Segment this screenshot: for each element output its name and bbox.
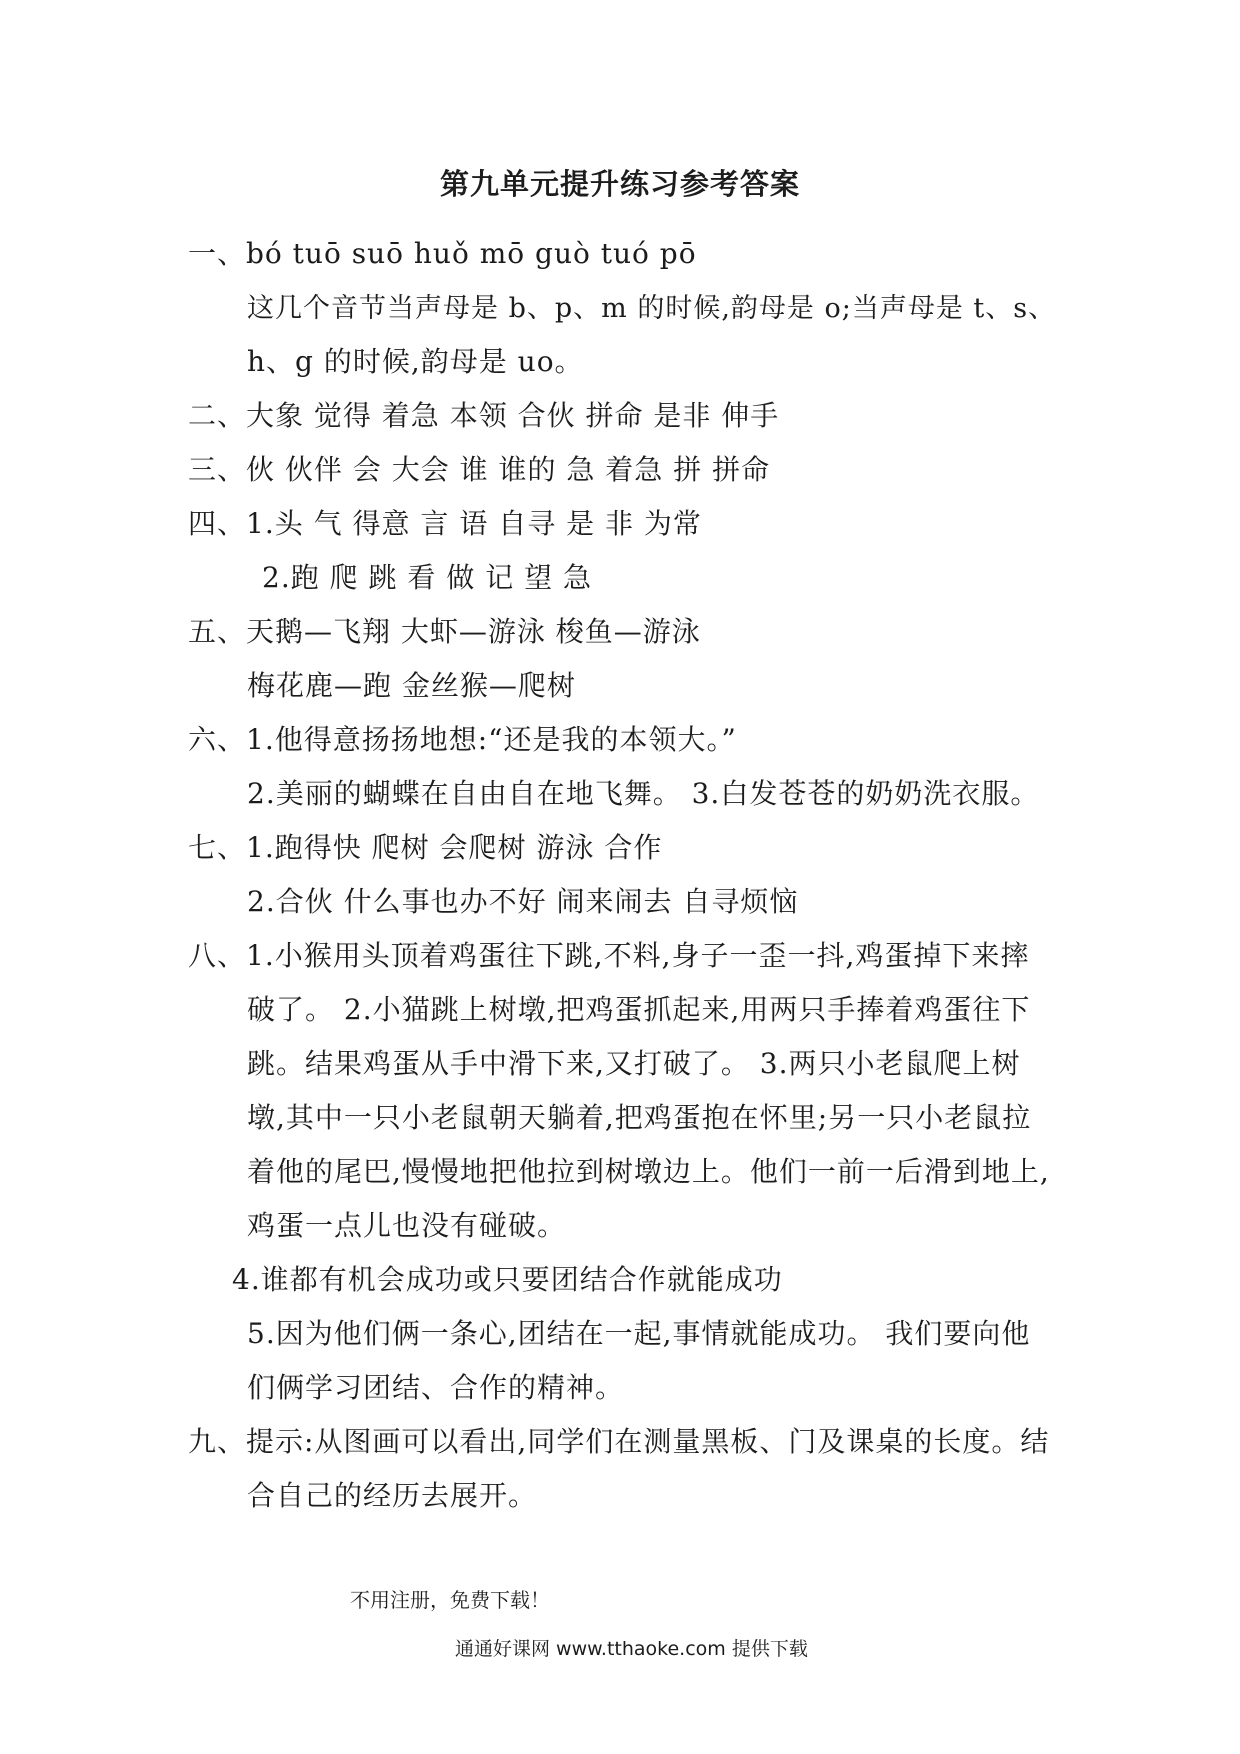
answer-line: 一、bó tuō suō huǒ mō guò tuó pō (188, 237, 697, 270)
footer-source: 通通好课网 www.tthaoke.com 提供下载 (455, 1638, 808, 1660)
answer-line: 2.美丽的蝴蝶在自由自在地飞舞。 3.白发苍苍的奶奶洗衣服。 (247, 777, 1040, 810)
answer-line: 2.跑 爬 跳 看 做 记 望 急 (262, 561, 593, 594)
answer-line: 这几个音节当声母是 b、p、m 的时候,韵母是 o;当声母是 t、s、 (247, 293, 1057, 324)
answer-line: 六、1.他得意扬扬地想:“还是我的本领大。” (188, 723, 737, 756)
answer-line: 4.谁都有机会成功或只要团结合作就能成功 (232, 1263, 783, 1296)
answer-line: 墩,其中一只小老鼠朝天躺着,把鸡蛋抱在怀里;另一只小老鼠拉 (247, 1101, 1032, 1134)
answer-line: 四、1.头 气 得意 言 语 自寻 是 非 为常 (188, 507, 702, 540)
answer-line: 九、提示:从图画可以看出,同学们在测量黑板、门及课桌的长度。结 (188, 1425, 1050, 1458)
answer-line: 鸡蛋一点儿也没有碰破。 (247, 1209, 567, 1242)
answer-line: 5.因为他们俩一条心,团结在一起,事情就能成功。 我们要向他 (247, 1317, 1031, 1350)
answer-line: 们俩学习团结、合作的精神。 (247, 1371, 625, 1404)
answer-line: 破了。 2.小猫跳上树墩,把鸡蛋抓起来,用两只手捧着鸡蛋往下 (247, 993, 1031, 1026)
answer-line: 梅花鹿—跑 金丝猴—爬树 (247, 669, 576, 702)
answer-line: 2.合伙 什么事也办不好 闹来闹去 自寻烦恼 (247, 885, 799, 918)
answer-line: 二、大象 觉得 着急 本领 合伙 拼命 是非 伸手 (188, 399, 780, 432)
footer-note: 不用注册，免费下载！ (350, 1588, 550, 1612)
answer-line: 跳。结果鸡蛋从手中滑下来,又打破了。 3.两只小老鼠爬上树 (247, 1047, 1021, 1080)
answer-line: 七、1.跑得快 爬树 会爬树 游泳 合作 (188, 831, 663, 864)
answer-line: 着他的尾巴,慢慢地把他拉到树墩边上。他们一前一后滑到地上, (247, 1155, 1050, 1188)
answer-line: 五、天鹅—飞翔 大虾—游泳 梭鱼—游泳 (188, 615, 701, 648)
answer-line: 三、伙 伙伴 会 大会 谁 谁的 急 着急 拼 拼命 (188, 453, 771, 486)
page-title: 第九单元提升练习参考答案 (439, 167, 800, 201)
answer-line: 合自己的经历去展开。 (247, 1479, 538, 1512)
answer-line: 八、1.小猴用头顶着鸡蛋往下跳,不料,身子一歪一抖,鸡蛋掉下来摔 (188, 939, 1030, 972)
answer-line: h、g 的时候,韵母是 uo。 (247, 345, 584, 378)
